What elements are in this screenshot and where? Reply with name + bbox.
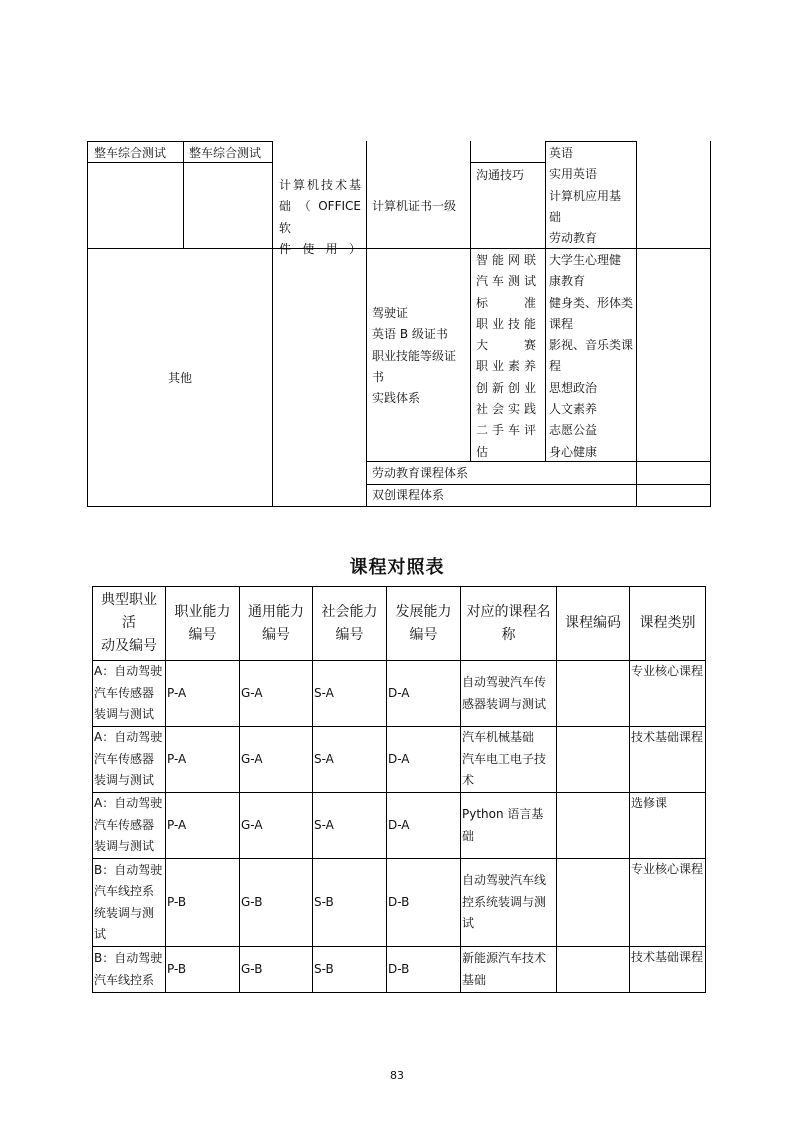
cell-course-category: 选修课: [630, 793, 706, 859]
cell-activity: B：自动驾驶 汽车线控系: [93, 947, 166, 993]
cell-s-code: S-A: [313, 793, 387, 859]
cell-s-code: S-A: [313, 727, 387, 793]
section-title: 课程对照表: [349, 557, 445, 578]
cell-r5: 双创课程体系: [372, 488, 445, 502]
cell-d-code: D-A: [387, 727, 461, 793]
cell-r3c4: 驾驶证 英语 B 级证书 职业技能等级证 书 实践体系: [372, 306, 457, 406]
cell-p-code: P-B: [166, 947, 240, 993]
cell-course-name: 汽车机械基础 汽车电工电子技 术: [461, 727, 557, 793]
cell-course-category: 专业核心课程: [630, 859, 706, 947]
cell-r4: 劳动教育课程体系: [372, 466, 469, 480]
cell-r12c6: 英语 实用英语 计算机应用基 础 劳动教育: [549, 146, 622, 246]
cell-course-code: [557, 859, 630, 947]
header-professional-ability: 职业能力 编号: [166, 587, 240, 661]
table-line: [87, 141, 272, 142]
cell-r2c5: 沟通技巧: [476, 168, 525, 182]
cell-course-category: 技术基础课程: [630, 947, 706, 993]
table-line: [470, 141, 471, 461]
cell-course-name: Python 语言基础: [461, 793, 557, 859]
cell-p-code: P-B: [166, 859, 240, 947]
table-line: [183, 141, 184, 248]
cell-course-category: 专业核心课程: [630, 661, 706, 727]
table-line: [366, 141, 367, 507]
cell-course-code: [557, 727, 630, 793]
header-development-ability: 发展能力 编号: [387, 587, 461, 661]
cell-r1c1: 整车综合测试: [94, 146, 167, 160]
cell-course-code: [557, 947, 630, 993]
cell-g-code: G-A: [240, 661, 313, 727]
cell-g-code: G-B: [240, 859, 313, 947]
cell-d-code: D-A: [387, 793, 461, 859]
header-course-category: 课程类别: [630, 587, 706, 661]
cell-p-code: P-A: [166, 661, 240, 727]
cell-g-code: G-A: [240, 793, 313, 859]
table-line: [272, 141, 273, 507]
table-row: [93, 661, 706, 727]
cell-s-code: S-B: [313, 859, 387, 947]
table-line: [545, 141, 546, 461]
course-comparison-table: [92, 586, 706, 993]
cell-course-name: 自动驾驶汽车传 感器装调与测试: [461, 661, 557, 727]
cell-g-code: G-A: [240, 727, 313, 793]
cell-activity: A：自动驾驶 汽车传感器 装调与测试: [93, 727, 166, 793]
cell-activity: B：自动驾驶 汽车线控系 统装调与测 试: [93, 859, 166, 947]
table-line: [545, 141, 636, 142]
table-header-row: [93, 587, 706, 661]
cell-r3c6: 大学生心理健 康教育 健身类、形体类 课程 影视、音乐类课 程 思想政治 人文素养 志愿公益 身心健康: [549, 253, 634, 459]
table-row: [93, 793, 706, 859]
cell-d-code: D-A: [387, 661, 461, 727]
cell-course-code: [557, 793, 630, 859]
table-line: [470, 162, 545, 163]
header-general-ability: 通用能力 编号: [240, 587, 313, 661]
cell-p-code: P-A: [166, 793, 240, 859]
header-activity: 典型职业活 动及编号: [93, 587, 166, 661]
cell-course-name: 新能源汽车技术 基础: [461, 947, 557, 993]
cell-activity: A：自动驾驶 汽车传感器 装调与测试: [93, 793, 166, 859]
cell-p-code: P-A: [166, 727, 240, 793]
table-line: [87, 141, 88, 507]
header-course-code: 课程编码: [557, 587, 630, 661]
cell-r2c4: 计算机证书一级: [372, 199, 457, 213]
table-row: [93, 947, 706, 993]
cell-s-code: S-B: [313, 947, 387, 993]
cell-r3c1: 其他: [168, 371, 193, 385]
cell-s-code: S-A: [313, 661, 387, 727]
header-social-ability: 社会能力 编号: [313, 587, 387, 661]
page-number: 83: [390, 1069, 404, 1082]
cell-r3c5: 智能网联 汽车测试 标准 职业技能 大赛 职业素养 创新创业 社会实践 二手车评 估: [476, 253, 536, 459]
cell-course-name: 自动驾驶汽车线 控系统装调与测 试: [461, 859, 557, 947]
cell-course-code: [557, 661, 630, 727]
header-course-name: 对应的课程名 称: [461, 587, 557, 661]
cell-r2c3: 计算机技术基 础（OFFICE 软 件使用）: [279, 178, 361, 256]
table-row: [93, 727, 706, 793]
cell-r1c2: 整车综合测试: [189, 146, 262, 160]
cell-d-code: D-B: [387, 859, 461, 947]
table-line: [366, 461, 711, 462]
cell-g-code: G-B: [240, 947, 313, 993]
cell-course-category: 技术基础课程: [630, 727, 706, 793]
table-line: [636, 141, 637, 507]
table-line: [710, 141, 711, 507]
table-row: [93, 859, 706, 947]
cell-activity: A：自动驾驶 汽车传感器 装调与测试: [93, 661, 166, 727]
cell-d-code: D-B: [387, 947, 461, 993]
